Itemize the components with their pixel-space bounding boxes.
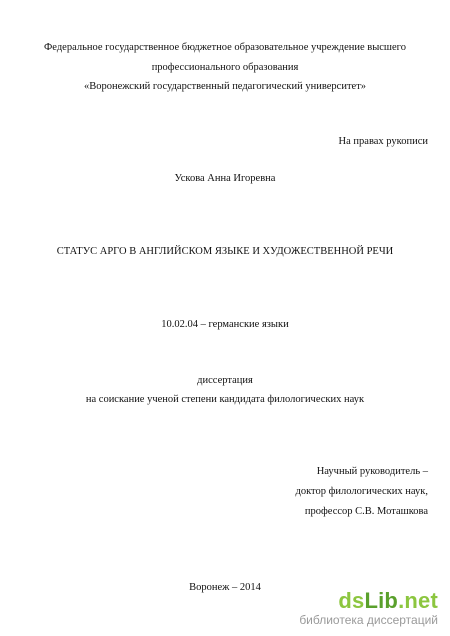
supervisor-line-2: доктор филологических наук, — [295, 486, 428, 497]
city-year: Воронеж – 2014 — [189, 582, 261, 593]
logo-part-lib: Lib — [364, 588, 399, 613]
work-type-line-1: диссертация — [197, 375, 253, 386]
supervisor-block — [295, 462, 428, 522]
dslib-logo — [338, 590, 438, 612]
institution-line-2: профессионального образования — [151, 62, 299, 73]
logo-part-ds: ds — [338, 588, 365, 613]
watermark-subtitle: библиотека диссертаций — [299, 613, 438, 627]
logo-part-net: .net — [398, 588, 438, 613]
work-type-line-2: на соискание ученой степени кандидата филологических наук — [85, 394, 365, 405]
dslib-watermark — [298, 590, 438, 630]
supervisor-line-1: Научный руководитель – — [316, 466, 428, 477]
dissertation-title: СТАТУС АРГО В АНГЛИЙСКОМ ЯЗЫКЕ И ХУДОЖЕСТВЕННОЙ РЕЧИ — [56, 246, 394, 257]
specialty-code: 10.02.04 – германские языки — [161, 319, 289, 330]
institution-line-3: «Воронежский государственный педагогический университет» — [83, 81, 367, 92]
rights-note: На правах рукописи — [338, 136, 428, 147]
supervisor-line-3: профессор С.В. Моташкова — [304, 506, 428, 517]
author-name: Ускова Анна Игоревна — [174, 173, 276, 184]
institution-line-1: Федеральное государственное бюджетное образовательное учреждение высшего — [44, 42, 406, 53]
